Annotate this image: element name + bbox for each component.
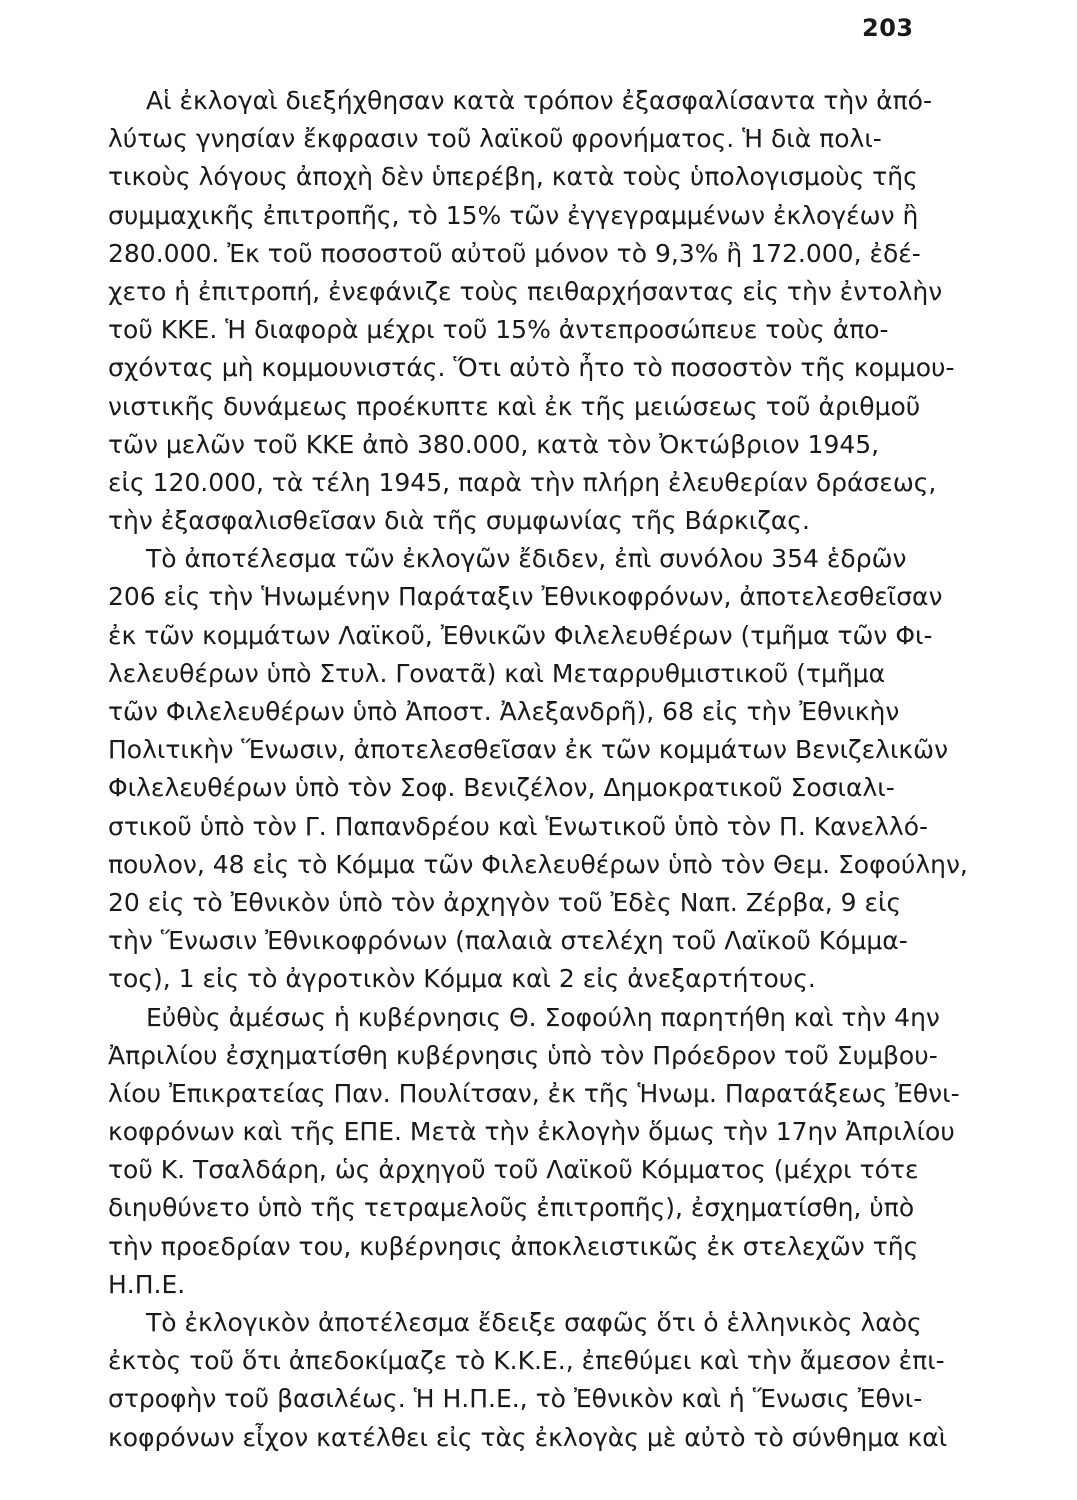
body-text: [108, 82, 970, 1457]
text-line: τὴν Ἕνωσιν Ἐθνικοφρόνων (παλαιὰ στελέχη τοῦ Λαϊκοῦ Κόμμα-: [108, 926, 908, 956]
text-line: κοφρόνων εἶχον κατέλθει εἰς τὰς ἐκλογὰς μὲ αὐτὸ τὸ σύνθημα καὶ: [108, 1422, 948, 1452]
text-line: Εὐθὺς ἀμέσως ἡ κυβέρνησις Θ. Σοφούλη παρητήθη καὶ τὴν 4ην: [146, 1002, 940, 1032]
text-line: τὴν προεδρίαν του, κυβέρνησις ἀποκλειστικῶς ἐκ στελεχῶν τῆς: [108, 1231, 919, 1261]
text-line: σχόντας μὴ κομμουνιστάς. Ὅτι αὐτὸ ἦτο τὸ ποσοστὸν τῆς κομμου-: [108, 353, 955, 383]
text-line: τὴν ἐξασφαλισθεῖσαν διὰ τῆς συμφωνίας τῆς Βάρκιζας.: [108, 506, 810, 536]
text-line: ἐκ τῶν κομμάτων Λαϊκοῦ, Ἐθνικῶν Φιλελευθέρων (τμῆμα τῶν Φι-: [108, 620, 933, 650]
text-line: 20 εἰς τὸ Ἐθνικὸν ὑπὸ τὸν ἀρχηγὸν τοῦ Ἐδὲς Ναπ. Ζέρβα, 9 εἰς: [108, 887, 902, 917]
text-line: συμμαχικῆς ἐπιτροπῆς, τὸ 15% τῶν ἐγγεγραμμένων ἐκλογέων ἢ: [108, 200, 919, 230]
text-line: Ἀπριλίου ἐσχηματίσθη κυβέρνησις ὑπὸ τὸν Πρόεδρον τοῦ Συμβου-: [108, 1040, 938, 1070]
text-line: τῶν Φιλελευθέρων ὑπὸ Ἀποστ. Ἀλεξανδρῆ), 68 εἰς τὴν Ἐθνικὴν: [108, 697, 900, 726]
text-line: τος), 1 εἰς τὸ ἀγροτικὸν Κόμμα καὶ 2 εἰς ἀνεξαρτήτους.: [108, 964, 816, 994]
text-line: Αἱ ἐκλογαὶ διεξήχθησαν κατὰ τρόπον ἐξασφαλίσαντα τὴν ἀπό-: [146, 86, 932, 115]
text-line: τοῦ ΚΚΕ. Ἡ διαφορὰ μέχρι τοῦ 15% ἀντεπροσώπευε τοὺς ἀπο-: [108, 315, 889, 345]
text-line: λύτως γνησίαν ἔκφρασιν τοῦ λαϊκοῦ φρονήματος. Ἡ διὰ πολι-: [108, 124, 882, 154]
text-line: ἐκτὸς τοῦ ὅτι ἀπεδοκίμαζε τὸ Κ.Κ.Ε., ἐπεθύμει καὶ τὴν ἄμεσον ἐπι-: [108, 1346, 945, 1376]
text-line: λίου Ἐπικρατείας Παν. Πουλίτσαν, ἐκ τῆς Ἡνωμ. Παρατάξεως Ἐθνι-: [108, 1078, 960, 1108]
page-number: 203: [862, 14, 914, 42]
text-line: 206 εἰς τὴν Ἡνωμένην Παράταξιν Ἐθνικοφρόνων, ἀποτελεσθεῖσαν: [108, 582, 943, 612]
text-line: Τὸ ἐκλογικὸν ἀποτέλεσμα ἔδειξε σαφῶς ὅτι ὁ ἑλληνικὸς λαὸς: [146, 1308, 922, 1337]
text-line: στικοῦ ὑπὸ τὸν Γ. Παπανδρέου καὶ Ἑνωτικοῦ ὑπὸ τὸν Π. Κανελλό-: [108, 811, 929, 841]
text-line: Τὸ ἀποτέλεσμα τῶν ἐκλογῶν ἔδιδεν, ἐπὶ συνόλου 354 ἑδρῶν: [146, 544, 907, 574]
text-line: λελευθέρων ὑπὸ Στυλ. Γονατᾶ) καὶ Μεταρρυθμιστικοῦ (τμῆμα: [108, 658, 886, 688]
text-line: τῶν μελῶν τοῦ ΚΚΕ ἀπὸ 380.000, κατὰ τὸν Ὀκτώβριον 1945,: [108, 429, 880, 459]
text-line: κοφρόνων καὶ τῆς ΕΠΕ. Μετὰ τὴν ἐκλογὴν ὅμως τὴν 17ην Ἀπριλίου: [108, 1117, 955, 1147]
text-line: εἰς 120.000, τὰ τέλη 1945, παρὰ τὴν πλήρη ἐλευθερίαν δράσεως,: [108, 467, 937, 497]
text-line: τικοὺς λόγους ἀποχὴ δὲν ὑπερέβη, κατὰ τοὺς ὑπολογισμοὺς τῆς: [108, 162, 918, 192]
text-line: Πολιτικὴν Ἕνωσιν, ἀποτελεσθεῖσαν ἐκ τῶν κομμάτων Βενιζελικῶν: [108, 735, 949, 765]
text-line: τοῦ Κ. Τσαλδάρη, ὡς ἀρχηγοῦ τοῦ Λαϊκοῦ Κόμματος (μέχρι τότε: [108, 1155, 919, 1185]
text-line: πουλον, 48 εἰς τὸ Κόμμα τῶν Φιλελευθέρων ὑπὸ τὸν Θεμ. Σοφούλην,: [108, 849, 968, 879]
text-line: νιστικῆς δυνάμεως προέκυπτε καὶ ἐκ τῆς μειώσεως τοῦ ἀριθμοῦ: [108, 391, 921, 421]
text-line: διηυθύνετο ὑπὸ τῆς τετραμελοῦς ἐπιτροπῆς), ἐσχηματίσθη, ὑπὸ: [108, 1193, 915, 1223]
text-line: χετο ἡ ἐπιτροπή, ἐνεφάνιζε τοὺς πειθαρχήσαντας εἰς τὴν ἐντολὴν: [108, 276, 943, 306]
text-line: στροφὴν τοῦ βασιλέως. Ἡ Η.Π.Ε., τὸ Ἐθνικὸν καὶ ἡ Ἕνωσις Ἐθνι-: [108, 1384, 923, 1414]
text-line: Η.Π.Ε.: [108, 1269, 186, 1299]
text-line: Φιλελευθέρων ὑπὸ τὸν Σοφ. Βενιζέλον, Δημοκρατικοῦ Σοσιαλι-: [108, 773, 895, 803]
text-line: 280.000. Ἐκ τοῦ ποσοστοῦ αὐτοῦ μόνον τὸ 9,3% ἢ 172.000, ἐδέ-: [108, 238, 921, 268]
